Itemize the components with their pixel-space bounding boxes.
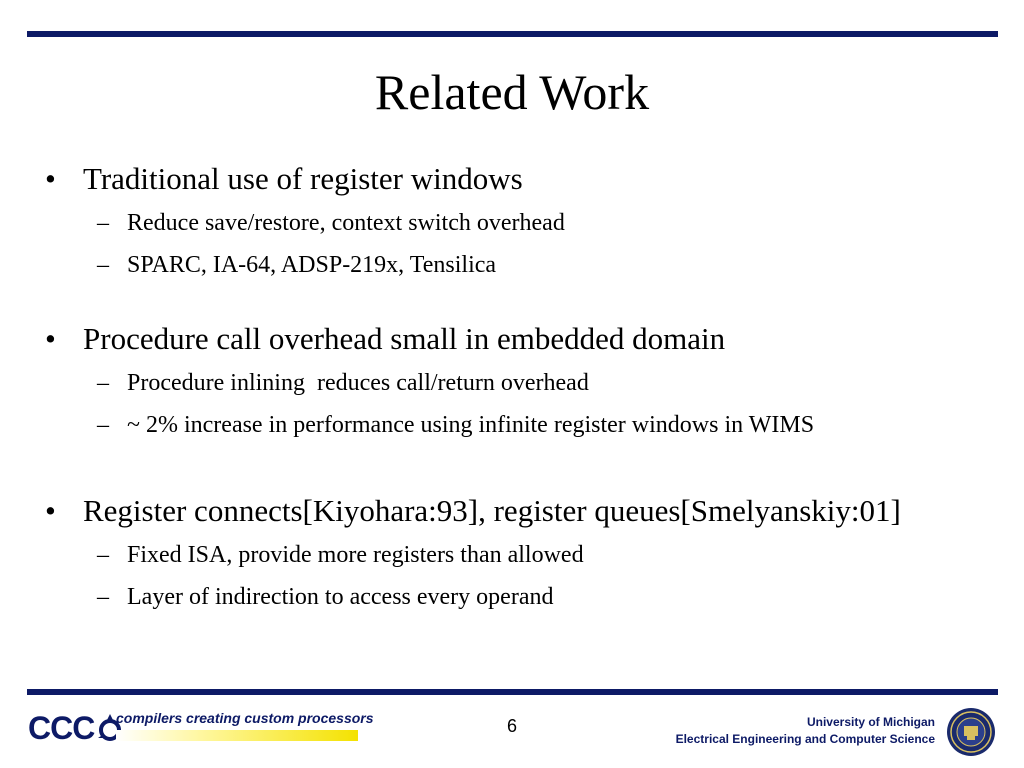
tagline: compilers creating custom processors (116, 710, 374, 726)
dash-glyph: – (97, 252, 109, 278)
institution-block (676, 714, 935, 748)
department-name: Electrical Engineering and Computer Science (675, 732, 935, 746)
ccc-logo-text: CCC (28, 710, 95, 746)
university-name: University of Michigan (806, 715, 935, 729)
bullet-text: Procedure call overhead small in embedded domain (83, 321, 726, 356)
slide-title: Related Work (374, 64, 650, 120)
tagline-highlight-bar (116, 730, 358, 741)
dash-glyph: – (97, 542, 109, 568)
bullet-glyph: • (45, 161, 56, 196)
dash-glyph: – (97, 412, 109, 438)
bullet-glyph: • (45, 493, 56, 528)
dash-glyph: – (97, 210, 109, 236)
bullet-text: Register connects[Kiyohara:93], register queues[Smelyanskiy:01] (83, 493, 901, 528)
bullet-text: Traditional use of register windows (83, 161, 523, 196)
ccc-logo (28, 706, 374, 752)
university-seal-icon (946, 707, 996, 757)
sub-bullet-text: SPARC, IA-64, ADSP-219x, Tensilica (127, 252, 497, 278)
dash-glyph: – (97, 370, 109, 396)
top-rule (27, 31, 998, 37)
sub-bullet-text: Fixed ISA, provide more registers than allowed (127, 542, 584, 568)
sub-bullet-text: ~ 2% increase in performance using infinite register windows in WIMS (127, 412, 815, 438)
sub-bullet-text: Reduce save/restore, context switch overhead (127, 210, 565, 236)
sub-bullet-text: Procedure inlining reduces call/return overhead (127, 370, 589, 396)
page-number: 6 (506, 716, 517, 736)
dash-glyph: – (97, 584, 109, 610)
bottom-rule (27, 689, 998, 695)
sub-bullet-text: Layer of indirection to access every operand (127, 584, 554, 610)
bullet-glyph: • (45, 321, 56, 356)
